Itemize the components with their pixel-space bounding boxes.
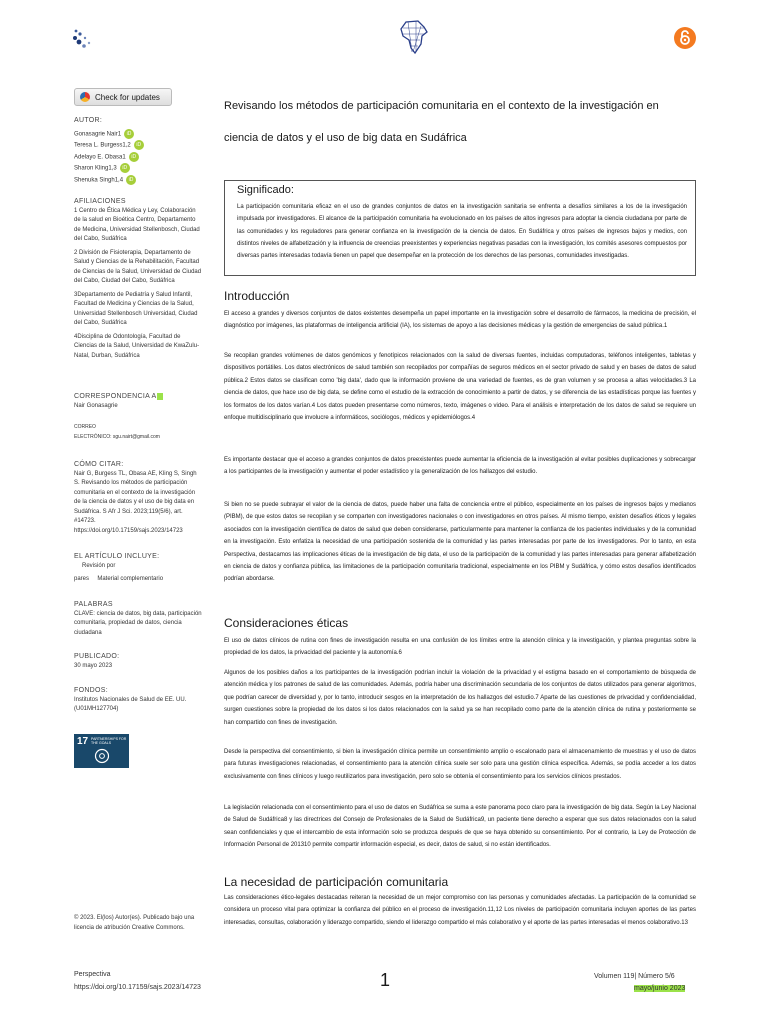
sdg-flower-icon (94, 748, 110, 764)
sdg-badge (74, 734, 129, 768)
sdg-text: PARTNERSHIPS FOR THE GOALS (91, 737, 127, 745)
orcid-icon[interactable]: iD (126, 175, 136, 185)
orcid-icon[interactable]: iD (129, 152, 139, 162)
orcid-icon[interactable]: iD (120, 163, 130, 173)
funding-section (74, 686, 202, 715)
palabras-label: PALABRAS (74, 601, 113, 608)
significado-box (224, 180, 696, 276)
palabras-text: CLAVE: ciencia de datos, big data, participación comunitaria, propiedad de datos, ciencia ciudadana (74, 610, 202, 636)
page-number: 1 (380, 970, 391, 990)
affiliation: 1 Centro de Ética Médica y Ley, Colaboración de la salud en Bioética Centro, Departamento de Medicina, Universidad Stellenbosch, Ciudad del Cabo, Sudáfrica (74, 207, 200, 242)
cite-section (74, 460, 202, 536)
license-text: © 2023. El(los) Autor(es). Publicado bajo una licencia de atribución Creative Commons. (74, 915, 195, 931)
dots-logo-icon (72, 28, 94, 50)
issue-date: mayo/junio 2023 (634, 985, 686, 992)
check-updates-label: Check for updates (95, 92, 160, 102)
afiliaciones-label: AFILIACIONES (74, 198, 126, 205)
eticas-heading: Consideraciones éticas (224, 616, 349, 630)
author-name[interactable]: Teresa L. Burgess1,2 (74, 142, 131, 149)
eticas-paragraph: Algunos de los posibles daños a los participantes de la investigación podrían incluir la violación de la privacidad y el estigma basado en el comportamiento de búsqueda de atención médica y los patrones de salud de las comunidades. Además, podría haber una discriminación secundaria de los conjuntos de datos utilizados para generar algoritmos, que podrían carecer de diversidad y, por lo tanto, introducir sesgos en la interpretación de los hallazgos del estudio.7 Aparte de las cuestiones de privacidad y confidencialidad, surgen cuestiones sobre la propiedad de los datos si los datos relacionados con la salud ya se han recopilado como parte de la atención clínica de rutina y posteriormente se han compartido con fines de investigación. (224, 670, 696, 726)
significado-text: La participación comunitaria eficaz en el uso de grandes conjuntos de datos en la investigación sanitaria se enfrenta a desafíos similares a los de la investigación impulsada por investigadores. El alcance de la participación comunitaria ha evolucionado en los países de altos ingresos para adoptar la ciencia ciudadana por parte de las comunidades y los reguladores para generar confianza en la investigación de la ciencia de datos. En Sudáfrica y otros países de ingresos bajos y medios, con distintos niveles de alfabetización y la influencia de creencias preexistentes y experiencias negativas pasadas con la investigación, los comités asesores compuestos por diversas partes interesadas todavía tienen un papel que desempeñar en la protección de los derechos de las personas, comunidades investigadas. (237, 204, 687, 260)
significado-title: Significado: (237, 184, 294, 196)
affiliation: 4Disciplina de Odontología, Facultad de Ciencias de la Salud, Universidad de KwaZulu-Natal, Durban, Sudáfrica (74, 333, 200, 359)
necesidad-heading: La necesidad de participación comunitaria (224, 875, 449, 889)
autor-label: AUTOR: (74, 117, 103, 124)
author-name[interactable]: Gonasagrie Nair1 (74, 131, 122, 138)
authors-section (74, 116, 202, 186)
articulo-label: EL ARTÍCULO INCLUYE: (74, 553, 160, 560)
como-citar-label: CÓMO CITAR: (74, 461, 124, 468)
intro-paragraph: Si bien no se puede subrayar el valor de la ciencia de datos, puede haber una falta de conciencia entre el público, especialmente en los países de ingresos bajos y medianos (PIBM), de que estos datos se recopilan y se comparten con investigadores nacionales o con investigadores en otros países. Al mismo tiempo, existen desafíos éticos y legales asociados con la investigación científica de datos de salud que deben considerarse, particularmente para mantener la confianza de los pacientes individuales y de la comunidad en la investigación. Esto enfatiza la necesidad de una participación sostenida de la comunidad y las partes interesadas por parte de los investigadores. Por lo tanto, en esta Perspectiva, destacamos las implicaciones éticas de la investigación de big data, el uso de la participación de la comunidad y las partes interesadas para generar alfabetización en ciencia de datos y confianza pública, las limitaciones de la participación comunitaria tradicional, especialmente en los PIBM y Sudáfrica, y cómo estos desafíos identificados podrían abordarse. (224, 502, 696, 583)
article-includes-section (74, 552, 202, 585)
orcid-icon[interactable]: iD (124, 129, 134, 139)
necesidad-paragraph: Las consideraciones ético-legales destacadas reiteran la necesidad de un mejor compromiso con las personas y comunidades afectadas. La participación de la comunidad se considera un proceso vital para optimizar la confianza del público en el proceso de investigación.11,12 Los niveles de participación comunitaria incluyen aportes de las partes interesadas, consultas, colaboración y liderazgo compartido, siendo el liderazgo compartido el más colaborativo y el aporte de las partes interesadas el menos colaborativo.13 (224, 895, 696, 926)
article-type: Perspectiva (74, 971, 111, 978)
correspondence-section (74, 392, 202, 442)
correspondencia-label: CORRESPONDENCIA A (74, 393, 157, 400)
article-title: Revisando los métodos de participación comunitaria en el contexto de la investigación en ciencia de datos y el uso de big data en Sudáfrica (224, 100, 659, 144)
correspondencia-name: Nair Gonasagrie (74, 402, 118, 409)
publicado-value: 30 mayo 2023 (74, 662, 113, 669)
intro-paragraph: El acceso a grandes y diversos conjuntos de datos existentes desempeña un papel importante en la investigación sobre el desarrollo de fármacos, la medicina de precisión, el diagnóstico por imágenes, las plataformas de inteligencia artificial (IA), los sistemas de apoyo a las decisiones médicas y la gestión de emergencias de salud pública.1 (224, 311, 696, 330)
volume-info: Volumen 119| Número 5/6 (594, 973, 675, 980)
eticas-paragraph: Desde la perspectiva del consentimiento, si bien la investigación clínica permite un consentimiento amplio o escalonado para el almacenamiento de muestras y el uso de datos para futuras investigaciones relacionadas, el consentimiento para la atención clínica suele ser solo para una gestión clínica específica. Además, se podía acceder a los datos exclusivamente con fines clínicos y luego reutilizarlos para investigación, pero solo se obtenía el consentimiento para los servicios clínicos prestados. (224, 749, 696, 780)
africa-map-icon (394, 18, 434, 56)
intro-paragraph: Se recopilan grandes volúmenes de datos genómicos y fenotípicos relacionados con la salud de diversas fuentes, incluidas computadoras, teléfonos inteligentes, tabletas y dispositivos portátiles. Los datos electrónicos de salud también son recopilados por compañías de seguros médicos en el sector privado de salud y en bases de datos de salud pública.2 Estos datos se clasifican como 'big data', dado que la información proviene de una variedad de fuentes, es de gran volumen y se procesa a altas velocidades.3 La ciencia de datos, que hace uso de big data, se define como el estudio de la extracción de conocimiento a partir de datos, y se diferencia de las estadísticas porque las fuentes y los formatos de los datos varían.4 Los datos pueden presentarse como números, texto, imágenes o video. Para el análisis e interpretación de los datos de salud se requiere un enfoque multidisciplinario que involucre a informáticos, sociólogos, médicos y epidemiólogos.4 (224, 353, 696, 422)
doi-link[interactable]: https://doi.org/10.17159/sajs.2023/14723 (74, 984, 201, 991)
check-for-updates-button[interactable] (74, 88, 172, 106)
author-name[interactable]: Sharon Kling1,3 (74, 165, 117, 172)
sdg-number: 17 (77, 736, 89, 747)
open-access-icon (674, 27, 696, 49)
fondos-label: FONDOS: (74, 687, 108, 694)
affiliation: 3Departamento de Pediatría y Salud Infantil, Facultad de Medicina y Ciencias de la Salud, Universidad Stellenbosch Universidad, Ciudad del Cabo, Sudáfrica (74, 291, 198, 326)
fondos-value: Institutos Nacionales de Salud de EE. UU. (U01MH127704) (74, 696, 187, 712)
publicado-label: PUBLICADO: (74, 653, 120, 660)
articulo-item: pares Material complementario (74, 576, 164, 582)
orcid-icon[interactable]: iD (134, 140, 144, 150)
keywords-section (74, 600, 202, 638)
eticas-paragraph: El uso de datos clínicos de rutina con fines de investigación resulta en una confusión de los límites entre la atención clínica y la investigación, y plantea preguntas sobre la propiedad de los datos, la privacidad del paciente y la autonomía.6 (224, 638, 696, 657)
affiliations-section (74, 197, 202, 361)
eticas-paragraph: La legislación relacionada con el consentimiento para el uso de datos en Sudáfrica se suma a este panorama poco claro para la investigación de big data. Según la Ley Nacional de Salud de Sudáfrica8 y las directrices del Consejo de Profesionales de la Salud de Sudáfrica9, un paciente tiene derecho a esperar que sus datos relacionados con la salud sean confidenciales y que el intercambio de esta información solo se produzca después de que se haya obtenido su consentimiento. Por el contrario, la Ley de Protección de Información Personal de 201310 permite compartir información especial, es decir, datos de salud, si no están identificados. (224, 805, 696, 849)
author-name[interactable]: Shenuka Singh1,4 (74, 177, 124, 184)
correo-label: CORREO (74, 424, 96, 430)
intro-paragraph: Es importante destacar que el acceso a grandes conjuntos de datos preexistentes puede aumentar la eficiencia de la investigación al evitar posibles duplicaciones y sobrecargar a los participantes de la investigación y aumentar el poder estadístico y la generalización de los hallazgos del estudio. (224, 457, 696, 476)
author-name[interactable]: Adelayo E. Obasa1 (74, 154, 126, 161)
check-updates-icon (80, 92, 90, 102)
articulo-item: Revisión por (82, 562, 116, 569)
como-citar-text: Nair G, Burgess TL, Obasa AE, Kling S, Singh S. Revisando los métodos de participación comunitaria en el contexto de la investigación de la ciencia de datos y el uso de big data en Sudáfrica. S Afr J Sci. 2023;119(5/6), art. #14723. https://doi.org/10.17159/sajs.2023/14723 (74, 470, 197, 534)
published-section (74, 652, 202, 671)
correo-email[interactable]: ELECTRÓNICO: sgu.nairt@gmail.com (74, 433, 160, 440)
affiliation: 2 División de Fisioterapia, Departamento de Salud y Ciencias de la Rehabilitación, Facultad de Ciencias de la Salud, Universidad de Ciudad del Cabo, Ciudad del Cabo, Sudáfrica (74, 249, 202, 284)
intro-heading: Introducción (224, 289, 290, 303)
